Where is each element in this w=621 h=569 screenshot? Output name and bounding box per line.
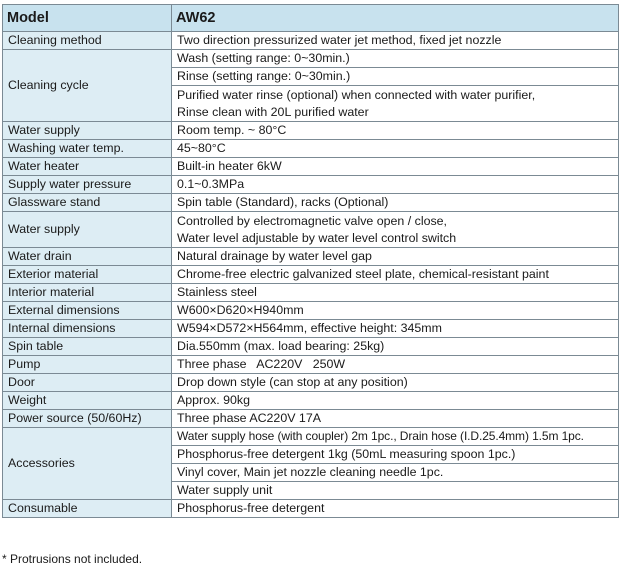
row-label: Washing water temp. bbox=[3, 140, 172, 158]
row-value: Drop down style (can stop at any position) bbox=[172, 374, 619, 392]
table-row bbox=[3, 392, 619, 410]
row-value: Spin table (Standard), racks (Optional) bbox=[172, 194, 619, 212]
row-value bbox=[172, 86, 619, 122]
row-label: Consumable bbox=[3, 500, 172, 518]
row-value: Room temp. ~ 80°C bbox=[172, 122, 619, 140]
row-label: Accessories bbox=[3, 428, 172, 500]
row-value: 45~80°C bbox=[172, 140, 619, 158]
table-row bbox=[3, 374, 619, 392]
row-value: Phosphorus-free detergent 1kg (50mL measuring spoon 1pc.) bbox=[172, 446, 619, 464]
row-label: Water supply bbox=[3, 212, 172, 248]
row-value: Chrome-free electric galvanized steel plate, chemical-resistant paint bbox=[172, 266, 619, 284]
table-row bbox=[3, 32, 619, 50]
table-row bbox=[3, 338, 619, 356]
row-value: Phosphorus-free detergent bbox=[172, 500, 619, 518]
table-row bbox=[3, 176, 619, 194]
row-value: Natural drainage by water level gap bbox=[172, 248, 619, 266]
row-value: Rinse (setting range: 0~30min.) bbox=[172, 68, 619, 86]
table-row bbox=[3, 320, 619, 338]
table-row bbox=[3, 500, 619, 518]
row-value: Vinyl cover, Main jet nozzle cleaning needle 1pc. bbox=[172, 464, 619, 482]
row-value: Dia.550mm (max. load bearing: 25kg) bbox=[172, 338, 619, 356]
table-row bbox=[3, 410, 619, 428]
header-label: Model bbox=[3, 5, 172, 32]
row-value: Approx. 90kg bbox=[172, 392, 619, 410]
table-row bbox=[3, 248, 619, 266]
row-value bbox=[172, 212, 619, 248]
row-label: External dimensions bbox=[3, 302, 172, 320]
row-label: Door bbox=[3, 374, 172, 392]
row-label: Water drain bbox=[3, 248, 172, 266]
row-label: Weight bbox=[3, 392, 172, 410]
row-label: Water supply bbox=[3, 122, 172, 140]
table-row bbox=[3, 212, 619, 248]
table-row bbox=[3, 284, 619, 302]
table-row bbox=[3, 302, 619, 320]
row-value: Water supply unit bbox=[172, 482, 619, 500]
row-label: Water heater bbox=[3, 158, 172, 176]
header-model: AW62 bbox=[172, 5, 619, 32]
row-label: Supply water pressure bbox=[3, 176, 172, 194]
row-value: Wash (setting range: 0~30min.) bbox=[172, 50, 619, 68]
row-value: Built-in heater 6kW bbox=[172, 158, 619, 176]
row-value: W600×D620×H940mm bbox=[172, 302, 619, 320]
table-row bbox=[3, 140, 619, 158]
row-label: Interior material bbox=[3, 284, 172, 302]
table-row bbox=[3, 194, 619, 212]
row-label: Spin table bbox=[3, 338, 172, 356]
row-value: W594×D572×H564mm, effective height: 345mm bbox=[172, 320, 619, 338]
row-label: Power source (50/60Hz) bbox=[3, 410, 172, 428]
row-label: Cleaning method bbox=[3, 32, 172, 50]
row-value: Two direction pressurized water jet method, fixed jet nozzle bbox=[172, 32, 619, 50]
row-value: Stainless steel bbox=[172, 284, 619, 302]
table-row bbox=[3, 158, 619, 176]
row-value-line: Purified water rinse (optional) when connected with water purifier, bbox=[177, 87, 536, 102]
header-row bbox=[3, 5, 619, 32]
row-value: Three phase AC220V 250W bbox=[172, 356, 619, 374]
row-value-line: Rinse clean with 20L purified water bbox=[177, 104, 369, 119]
spec-table bbox=[2, 4, 619, 518]
table-row bbox=[3, 266, 619, 284]
table-row bbox=[3, 356, 619, 374]
row-value: 0.1~0.3MPa bbox=[172, 176, 619, 194]
footnote: * Protrusions not included. bbox=[2, 552, 143, 566]
row-label: Pump bbox=[3, 356, 172, 374]
row-label: Cleaning cycle bbox=[3, 50, 172, 122]
table-row bbox=[3, 50, 619, 68]
table-row bbox=[3, 428, 619, 446]
row-label: Internal dimensions bbox=[3, 320, 172, 338]
row-value: Water supply hose (with coupler) 2m 1pc., Drain hose (I.D.25.4mm) 1.5m 1pc. bbox=[172, 428, 619, 446]
table-row bbox=[3, 122, 619, 140]
row-label: Exterior material bbox=[3, 266, 172, 284]
row-value-line: Water level adjustable by water level control switch bbox=[177, 230, 457, 245]
row-value: Three phase AC220V 17A bbox=[172, 410, 619, 428]
row-value-line: Controlled by electromagnetic valve open / close, bbox=[177, 213, 447, 228]
row-label: Glassware stand bbox=[3, 194, 172, 212]
